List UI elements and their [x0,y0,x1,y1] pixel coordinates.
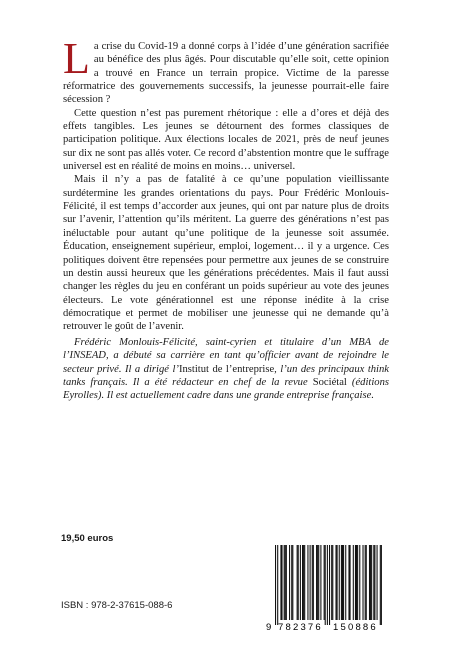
barcode-bar [317,545,318,620]
bio-text-3: (éditions Eyrolles). Il est actuellement cadre dans une grande entreprise française. [63,376,389,402]
barcode-bar [289,545,290,620]
barcode-bar [285,545,286,620]
barcode-bar [324,545,325,620]
barcode-bar [341,545,342,620]
barcode-bar [343,545,344,620]
barcode-bar [298,545,299,620]
barcode-bar [312,545,313,620]
barcode-bar [331,545,332,620]
barcode-bar [355,545,356,620]
author-bio [63,336,389,402]
barcode-bar [357,545,358,620]
isbn-label: ISBN : 978-2-37615-088-6 [61,600,173,611]
barcode-bar [373,545,374,620]
barcode-bar [374,545,375,620]
bio-text-2: , l’un des principaux think tanks français. Il a été rédacteur en chef de la revue [63,363,389,388]
author-bio-paragraph [63,336,389,402]
barcode-left-group: 782376 [278,622,323,633]
blurb-paragraph-1-text: a crise du Covid-19 a donné corps à l’idée d’une génération sacrifiée au bénéfice des plus âgés. Pour discutable qu’elle soit, cette opinion a trouvé en France un terrain propice. Victime de la paresse réformatrice des gouvernements successifs, la jeunesse pourrait-elle faire sécession ? [63,41,389,106]
barcode-bar [365,545,366,620]
barcode-bar [297,545,298,620]
barcode-bar [275,545,276,625]
barcode-bar [320,545,321,620]
barcode-bar [381,545,382,625]
barcode-bar [318,545,319,620]
barcode-bar [302,545,303,620]
barcode-bar [356,545,357,620]
barcode-bar [377,545,378,620]
barcode-bar [303,545,304,620]
blurb-paragraph-1 [63,34,389,107]
barcode-first-digit: 9 [266,622,272,633]
barcode-bar [350,545,351,620]
barcode-bar [362,545,363,620]
barcode-bar [291,545,292,620]
barcode-right-group: 150886 [333,622,378,633]
bio-journal: Sociétal [312,376,347,388]
barcode-bar [353,545,354,620]
barcode-bar [313,545,314,620]
barcode-bar [284,545,285,620]
barcode-bar [304,545,305,620]
barcode-bar [286,545,287,620]
drop-cap: L [63,34,90,83]
barcode-bar [369,545,370,620]
blurb-paragraph-2: Cette question n’est pas purement rhétorique : elle a d’ores et déjà des effets tangibles. Les jeunes se détournent des formes classiques de participation politique. Aux élections locales de 2021, près de neuf jeunes sur dix ne sont pas allés voter. Ce record d’abstention montre que le suffrage universel est en réalité de moins en moins… universel. [63,107,389,173]
barcode-bar [329,545,330,625]
blurb [63,34,389,334]
bio-institute: Institut de l’entreprise [178,363,275,375]
barcode-bars [275,545,382,625]
barcode-bar [280,545,281,620]
barcode-bar [335,545,336,620]
barcode-bar [292,545,293,620]
barcode-bar [316,545,317,620]
barcode-bar [380,545,381,625]
barcode-bar [327,545,328,625]
barcode-bar [325,545,326,625]
barcode-bar [359,545,360,620]
barcode-bar [366,545,367,620]
barcode-bar [371,545,372,620]
isbn-barcode [263,545,391,633]
barcode-bar [337,545,338,620]
price-label: 19,50 euros [61,533,114,544]
bio-text-1: Frédéric Monlouis-Félicité, saint-cyrien et titulaire d’un MBA de l’INSEAD, a débuté sa carrière en tant qu’officier avant de rejoindre le secteur privé. Il a dirigé l’ [63,337,389,375]
barcode-bar [277,545,278,625]
barcode-bar [307,545,308,620]
barcode-bar [281,545,282,620]
barcode-bar [300,545,301,620]
barcode-bar [370,545,371,620]
barcode-bar [332,545,333,620]
blurb-paragraph-3: Mais il n’y a pas de fatalité à ce qu’une population vieillissante surdétermine les grandes orientations du pays. Pour Frédéric Monlouis-Félicité, il est temps d’accorder aux jeunes, qui ont par nature plus de droits sur l’avenir, l’attention qu’ils méritent. La guerre des générations n’est pas inéluctable pour autant qu’une politique de la jeunesse soit assumée. Éducation, enseignement supérieur, emploi, logement… il y a urgence. Ces politiques doivent être repensées pour permettre aux jeunes de se construire un destin aussi heureux que les générations précédentes. Mais il faut aussi changer les règles du jeu en conférant un poids supérieur au vote des jeunes électeurs. Le vote générationnel est une réponse inédite à la crise démocratique et permet de mobiliser une jeunesse qui ne demande qu’à retrouver le goût de l’avenir. [63,174,389,333]
barcode-bar [345,545,346,620]
barcode-bar [348,545,349,620]
barcode-bar [342,545,343,620]
barcode-bar [339,545,340,620]
barcode-bar [310,545,311,620]
